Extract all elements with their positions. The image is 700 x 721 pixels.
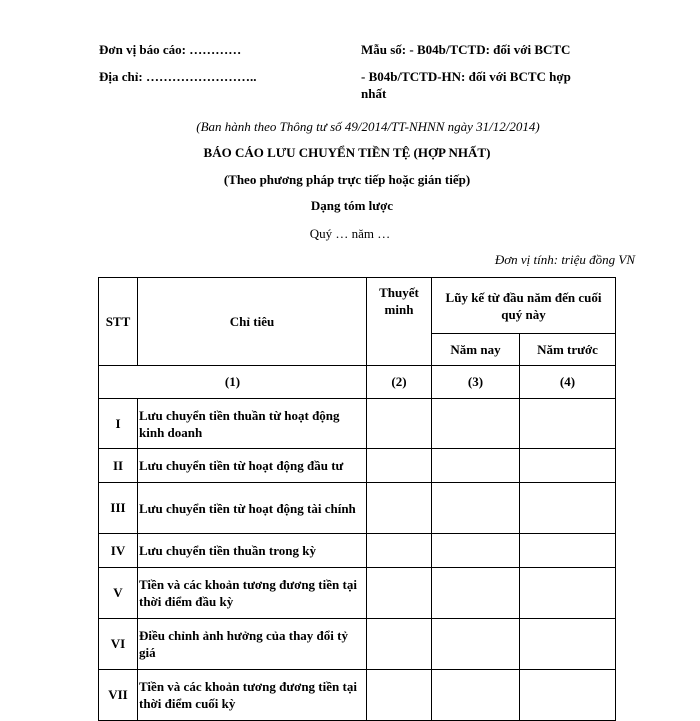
row-note xyxy=(367,568,432,619)
report-title: BÁO CÁO LƯU CHUYỂN TIỀN TỆ (HỢP NHẤT) xyxy=(203,145,491,160)
reporting-unit: Đơn vị báo cáo: ………… xyxy=(99,42,242,57)
issued-by: (Ban hành theo Thông tư số 49/2014/TT-NHNN ngày 31/12/2014) xyxy=(196,119,540,134)
header-current-year: Năm nay xyxy=(432,334,520,366)
column-number-2: (2) xyxy=(367,366,432,399)
column-number-4: (4) xyxy=(520,366,616,399)
row-item: Điều chỉnh ảnh hưởng của thay đổi tỷ giá xyxy=(138,619,367,670)
form-number-line1: Mẫu số: - B04b/TCTD: đối với BCTC xyxy=(361,42,571,57)
form-number-line3: nhất xyxy=(361,86,387,101)
row-previous-year xyxy=(520,399,616,449)
currency-unit: Đơn vị tính: triệu đồng VN xyxy=(494,252,635,267)
header-note: Thuyết minh xyxy=(367,278,432,366)
header-previous-year: Năm trước xyxy=(520,334,616,366)
row-item: Lưu chuyển tiền thuần trong kỳ xyxy=(138,534,367,568)
row-current-year xyxy=(432,568,520,619)
row-stt: VII xyxy=(99,670,138,721)
row-note xyxy=(367,670,432,721)
row-previous-year xyxy=(520,449,616,483)
row-previous-year xyxy=(520,619,616,670)
row-stt: II xyxy=(99,449,138,483)
row-stt: IV xyxy=(99,534,138,568)
table-row xyxy=(99,399,616,449)
row-item: Lưu chuyển tiền từ hoạt động tài chính xyxy=(138,483,367,534)
column-number-1: (1) xyxy=(99,366,367,399)
table-row xyxy=(99,619,616,670)
cash-flow-table xyxy=(98,277,616,721)
row-stt: III xyxy=(99,483,138,534)
header-stt: STT xyxy=(99,278,138,366)
table-row xyxy=(99,670,616,721)
header-accumulated: Lũy kế từ đầu năm đến cuối quý này xyxy=(432,278,616,334)
row-previous-year xyxy=(520,670,616,721)
row-current-year xyxy=(432,534,520,568)
address: Địa chỉ: …………………….. xyxy=(99,69,257,84)
report-subtitle: (Theo phương pháp trực tiếp hoặc gián tiếp) xyxy=(223,172,471,187)
row-item: Tiền và các khoản tương đương tiền tại thời điểm đầu kỳ xyxy=(138,568,367,619)
column-number-3: (3) xyxy=(432,366,520,399)
row-note xyxy=(367,619,432,670)
report-format: Dạng tóm lược xyxy=(310,198,394,213)
row-previous-year xyxy=(520,568,616,619)
row-stt: VI xyxy=(99,619,138,670)
table-row xyxy=(99,568,616,619)
row-note xyxy=(367,483,432,534)
row-item: Lưu chuyển tiền từ hoạt động đầu tư xyxy=(138,449,367,483)
report-period: Quý … năm … xyxy=(309,226,391,241)
table-row xyxy=(99,449,616,483)
row-note xyxy=(367,449,432,483)
row-previous-year xyxy=(520,483,616,534)
row-item: Tiền và các khoản tương đương tiền tại thời điểm cuối kỳ xyxy=(138,670,367,721)
row-note xyxy=(367,534,432,568)
row-current-year xyxy=(432,483,520,534)
row-current-year xyxy=(432,399,520,449)
row-stt: I xyxy=(99,399,138,449)
row-current-year xyxy=(432,619,520,670)
row-previous-year xyxy=(520,534,616,568)
row-current-year xyxy=(432,670,520,721)
table-row xyxy=(99,534,616,568)
row-note xyxy=(367,399,432,449)
table-row xyxy=(99,483,616,534)
row-stt: V xyxy=(99,568,138,619)
header-item: Chỉ tiêu xyxy=(138,278,367,366)
row-current-year xyxy=(432,449,520,483)
form-number-line2: - B04b/TCTD-HN: đối với BCTC hợp xyxy=(361,69,571,84)
row-item: Lưu chuyển tiền thuần từ hoạt động kinh doanh xyxy=(138,399,367,449)
